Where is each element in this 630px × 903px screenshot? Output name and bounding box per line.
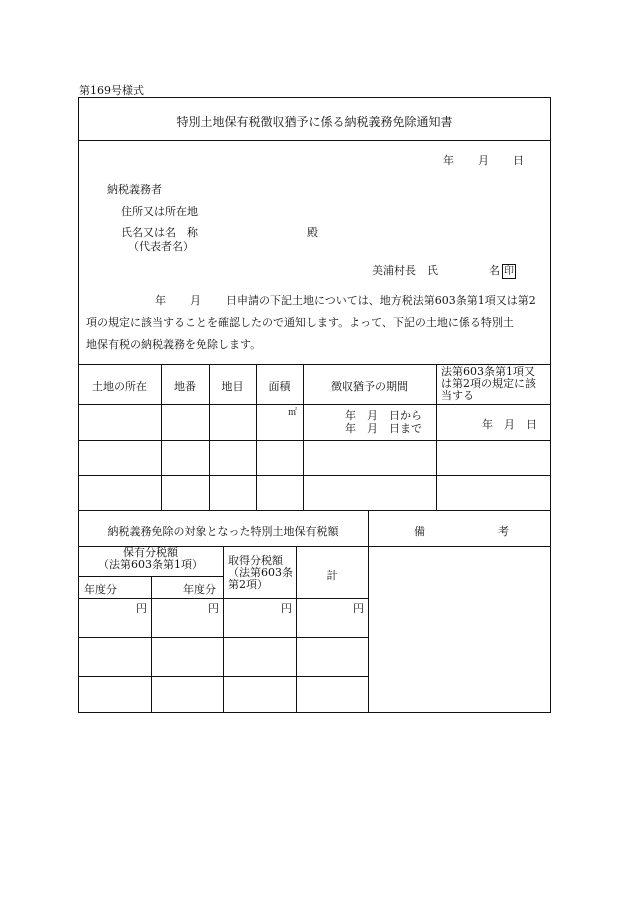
acquisition-label: 取得分税額 <box>228 554 283 567</box>
issuer-name: 美浦村長 氏 <box>372 264 438 277</box>
body-year: 年 <box>155 294 166 307</box>
header-lot-number: 地番 <box>174 380 196 393</box>
period-from: 年 月 日から <box>345 409 422 422</box>
taxpayer-heading: 納税義務者 <box>107 183 162 196</box>
body-line1: 日申請の下記土地については、地方税法第603条第1項又は第2 <box>226 294 536 307</box>
total-header: 計 <box>326 569 338 582</box>
yen-mark: 円 <box>281 602 292 615</box>
table1-row1-bottom <box>78 440 551 441</box>
honorific: 殿 <box>307 226 318 239</box>
date-year: 年 <box>443 154 454 167</box>
header-applicable-line3: 当する <box>441 389 474 402</box>
holding-header <box>78 547 223 571</box>
header-remarks-2: 考 <box>498 525 509 538</box>
date-day: 日 <box>513 154 524 167</box>
fiscal-year-1: 年度分 <box>84 583 117 596</box>
holding-subdivider <box>78 576 223 577</box>
yen-mark: 円 <box>353 602 364 615</box>
address-label: 住所又は所在地 <box>121 205 198 218</box>
header-deferral-period: 徴収猶予の期間 <box>331 380 408 393</box>
name-label: 氏名又は名 称 <box>121 226 198 239</box>
t1-col-divider <box>436 364 437 510</box>
applicable-date: 年 月 日 <box>482 418 537 431</box>
area-unit: ㎡ <box>288 408 298 418</box>
body-month: 月 <box>190 294 201 307</box>
table1-row2-bottom <box>78 475 551 476</box>
period-to: 年 月 日まで <box>345 422 422 435</box>
date-month: 月 <box>478 154 489 167</box>
holding-law: （法第603条第1項） <box>98 558 203 571</box>
fiscal-year-2: 年度分 <box>183 583 216 596</box>
yen-mark: 円 <box>136 602 147 615</box>
acquisition-law-2: 第2項） <box>228 578 268 591</box>
header-location: 土地の所在 <box>92 380 147 393</box>
header-applicable-line1: 法第603条第1項又 <box>441 365 535 378</box>
t2-col-divider <box>151 576 152 713</box>
holding-label: 保有分税額 <box>123 546 178 559</box>
form-number: 第169号様式 <box>79 84 144 97</box>
header-land-category: 地目 <box>221 380 244 393</box>
acquisition-header <box>228 555 293 591</box>
header-tax-amount: 納税義務免除の対象となった特別土地保有税額 <box>107 525 339 538</box>
representative-label: （代表者名） <box>128 240 194 253</box>
t2-col-divider <box>223 546 224 713</box>
header-remarks-1: 備 <box>414 525 425 538</box>
body-line3: 地保有税の納税義務を免除します。 <box>86 338 262 351</box>
table2-row1-bottom <box>78 637 368 638</box>
issuer-name-2: 名 印 <box>489 264 514 277</box>
form-title: 特別土地保有税徴収猶予に係る納税義務免除通知書 <box>176 115 453 129</box>
seal-mark: 印 <box>504 266 514 277</box>
yen-mark: 円 <box>208 602 219 615</box>
title-divider <box>78 140 551 141</box>
header-applicable <box>441 366 536 402</box>
header-applicable-line2: は第2項の規定に該 <box>441 377 536 390</box>
acquisition-law-1: （法第603条 <box>228 566 293 579</box>
table2-row2-bottom <box>78 676 368 677</box>
table1-header-bottom <box>78 404 551 405</box>
table2-subheader-bottom <box>78 598 368 599</box>
period-range <box>345 409 422 435</box>
header-area: 面積 <box>268 380 291 393</box>
remarks-divider <box>368 510 369 713</box>
table1-bottom <box>78 510 551 511</box>
body-line2: 項の規定に該当することを確認したので通知します。よって、下記の土地に係る特別土 <box>86 316 514 329</box>
